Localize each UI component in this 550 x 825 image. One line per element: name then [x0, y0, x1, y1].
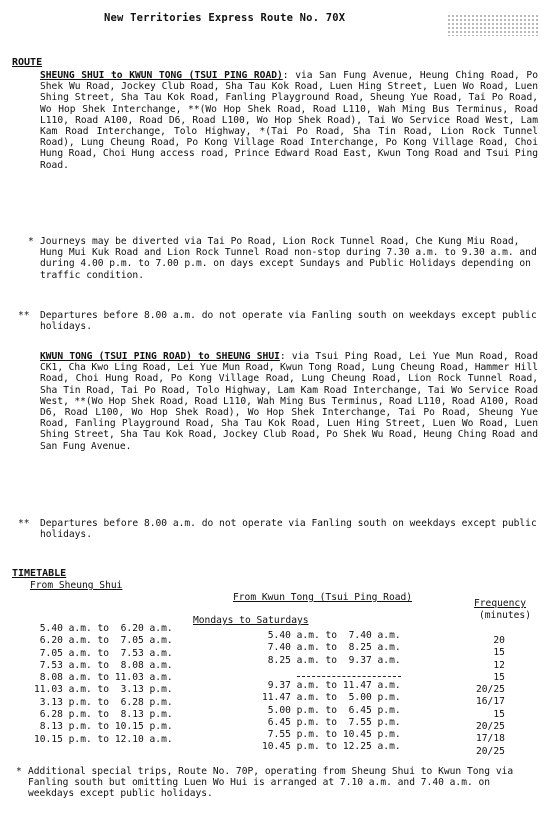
timetable-day-heading: Mondays to Saturdays	[193, 615, 309, 626]
timetable-col-frequency: Frequency	[474, 598, 526, 609]
timetable-heading: TIMETABLE	[12, 568, 67, 579]
timetable-row-kwun-tong: 10.45 p.m. to 12.25 a.m.	[262, 741, 401, 753]
route-inbound-note-1	[18, 518, 538, 541]
note-marker: *	[16, 766, 22, 777]
route-inbound-text: : via Tsui Ping Road, Lei Yue Mun Road, Road CK1, Cha Kwo Ling Road, Lei Yue Mun Road, Kwun Tong Road, Lung Cheung Road, Hammer Hill Road, Choi Hung Road, Po Kong Village Road, Lung Cheung Road, Lion Rock Tunnel Road, Sha Tin Road, Tai Po Road, Tolo Highway, Lam Kam Road Interchange, Tai Wo Service Road West, **(Wo Hop Shek Road, Road L110, Wah Ming Bus Terminus, Road L110, Road A100, Road D6, Road L100, Wo Hop Shek Road), Wo Hop Shek Interchange, Tai Po Road, Sheung Yue Road, Fanling Playground Road, Sha Tau Kok Road, Luen Hing Street, Luen Wo Road, Luen Shing Street, Sha Tau Kok Road, Jockey Club Road, Po Shek Wu Road, Heung Ching Road and San Fung Avenue.	[40, 351, 538, 452]
timetable-row-sheung-shui: 5.40 a.m. to 6.20 a.m.	[34, 623, 173, 634]
timetable-row-frequency: 15	[493, 708, 505, 720]
note-marker: **	[18, 310, 30, 321]
timetable-row-sheung-shui: 8.13 p.m. to 10.15 p.m.	[34, 721, 173, 733]
timetable-row-kwun-tong: 8.25 a.m. to 9.37 a.m.	[262, 654, 401, 666]
timetable-row-sheung-shui: 10.15 p.m. to 12.10 a.m.	[34, 733, 173, 745]
timetable-row-kwun-tong: 6.45 p.m. to 7.55 p.m.	[262, 716, 401, 728]
route-inbound-label: KWUN TONG (TSUI PING ROAD) to SHEUNG SHUI	[40, 351, 280, 362]
timetable-row-kwun-tong: 7.40 a.m. to 8.25 a.m.	[262, 642, 401, 654]
route-outbound-note-1	[28, 236, 538, 281]
timetable-col-from-kwun-tong: From Kwun Tong (Tsui Ping Road)	[233, 592, 413, 603]
timetable-row-frequency: 12	[493, 659, 505, 671]
timetable-col-from-sheung-shui: From Sheung Shui	[30, 580, 123, 591]
route-outbound-text: : via San Fung Avenue, Heung Ching Road, Po Shek Wu Road, Jockey Club Road, Sha Tau Kok Road, Luen Hing Street, Luen Wo Road, Luen Shing Street, Sha Tau Kok Road, Fanling Playground Road, Sheung Yue Road, Tai Po Road, Wo Hop Shek Interchange, **(Wo Hop Shek Road, Road L110, Wah Ming Bus Terminus, Road L110, Road A100, Road D6, Road L100, Wo Hop Shek Road), Tai Wo Service Road West, Lam Kam Road Interchange, Tolo Highway, *(Tai Po Road, Sha Tin Road, Lion Rock Tunnel Road), Lung Cheung Road, Po Kong Village Road Interchange, Po Kong Village Road, Choi Hung Road, Choi Hung access road, Prince Edward Road East, Kwun Tong Road and Tsui Ping Road.	[40, 70, 538, 171]
route-outbound-note-2	[18, 310, 538, 333]
timetable-row-kwun-tong: 5.00 p.m. to 6.45 p.m.	[262, 704, 401, 716]
timetable-frequency-unit: (minutes)	[479, 610, 531, 621]
timetable-row-kwun-tong: 5.40 a.m. to 7.40 a.m.	[262, 630, 401, 641]
timetable-row-frequency: 20/25	[476, 684, 505, 696]
timetable-row-sheung-shui: 3.13 p.m. to 6.28 p.m.	[34, 696, 173, 708]
timetable-kwun-tong-times-2	[262, 680, 401, 754]
route-inbound-paragraph	[40, 351, 538, 452]
timetable-row-kwun-tong: 11.47 a.m. to 5.00 p.m.	[262, 692, 401, 704]
timetable-row-frequency: 20/25	[476, 745, 505, 757]
timetable-kwun-tong-times	[262, 630, 401, 667]
document-title: New Territories Express Route No. 70X	[104, 12, 346, 24]
timetable-divider	[297, 676, 401, 677]
note-marker: **	[18, 518, 30, 529]
note-marker: *	[28, 236, 34, 247]
scan-noise	[447, 14, 539, 36]
note-text: Departures before 8.00 a.m. do not operate via Fanling south on weekdays except public holidays.	[40, 310, 537, 333]
note-text: Departures before 8.00 a.m. do not operate via Fanling south on weekdays except public holidays.	[40, 518, 537, 541]
timetable-row-kwun-tong: 9.37 a.m. to 11.47 a.m.	[262, 680, 401, 691]
timetable-row-sheung-shui: 6.28 p.m. to 8.13 p.m.	[34, 709, 173, 721]
route-heading: ROUTE	[12, 57, 43, 68]
timetable-row-sheung-shui: 7.53 a.m. to 8.08 a.m.	[34, 659, 173, 671]
timetable-row-sheung-shui: 8.08 a.m. to 11.03 a.m.	[34, 672, 173, 684]
timetable-row-frequency: 17/18	[476, 733, 505, 745]
timetable-note	[16, 766, 538, 800]
timetable-row-kwun-tong: 7.55 p.m. to 10.45 p.m.	[262, 729, 401, 741]
timetable-row-sheung-shui: 7.05 a.m. to 7.53 a.m.	[34, 647, 173, 659]
timetable-row-sheung-shui: 6.20 a.m. to 7.05 a.m.	[34, 635, 173, 647]
timetable-row-frequency: 20	[493, 635, 505, 646]
note-text: Additional special trips, Route No. 70P, operating from Sheung Shui to Kwun Tong via Fanling south but omitting Luen Wo Hui is arranged at 7.10 a.m. and 7.40 a.m. on weekdays except public holidays.	[28, 766, 514, 800]
route-outbound-paragraph	[40, 70, 538, 171]
timetable-frequency-values	[476, 635, 505, 758]
timetable-row-frequency: 15	[493, 671, 505, 683]
route-outbound-label: SHEUNG SHUI to KWUN TONG (TSUI PING ROAD)	[40, 70, 283, 81]
timetable-row-sheung-shui: 11.03 a.m. to 3.13 p.m.	[34, 684, 173, 696]
note-text: Journeys may be diverted via Tai Po Road, Lion Rock Tunnel Road, Che Kung Miu Road, Hung Mui Kuk Road and Lion Rock Tunnel Road non-stop during 7.30 a.m. to 9.30 a.m. and during 4.00 p.m. to 7.00 p.m. on days except Sundays and Public Holidays depending on traffic condition.	[40, 236, 537, 281]
timetable-row-frequency: 16/17	[476, 696, 505, 708]
timetable-row-frequency: 15	[493, 647, 505, 659]
timetable-row-frequency: 20/25	[476, 721, 505, 733]
timetable-sheung-shui-times	[34, 623, 173, 746]
